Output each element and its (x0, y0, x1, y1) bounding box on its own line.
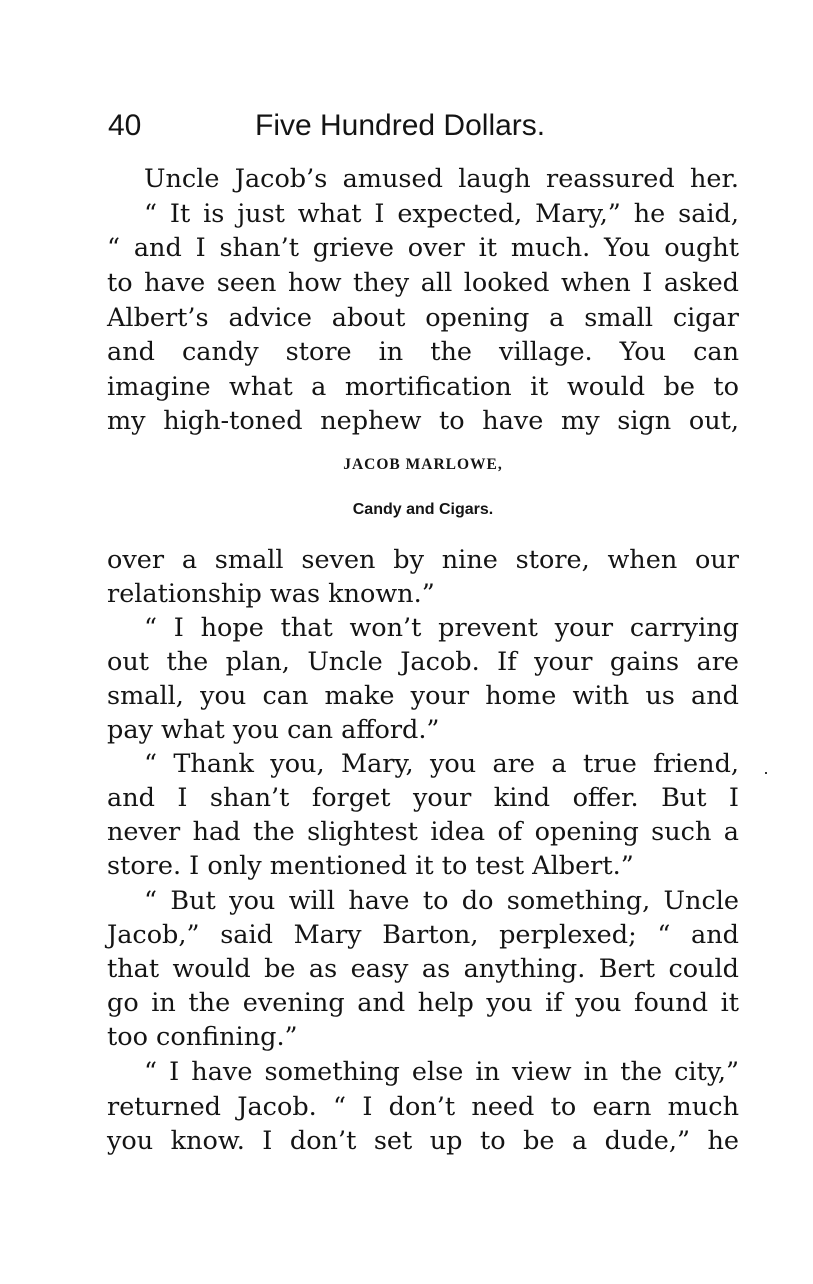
text-line: imagine what a mortification it would be to (107, 372, 739, 402)
text-line: you know. I don’t set up to be a dude,” he (107, 1126, 739, 1156)
sign-name: JACOB MARLOWE, (343, 456, 503, 473)
text-line: that would be as easy as anything. Bert could (107, 954, 739, 984)
text-line: out the plan, Uncle Jacob. If your gains are (107, 647, 739, 677)
text-line: relationship was known.” (107, 579, 435, 609)
text-line: store. I only mentioned it to test Albert.” (107, 851, 634, 881)
text-line: “ Thank you, Mary, you are a true friend, (144, 749, 739, 779)
text-line: Albert’s advice about opening a small cigar (107, 303, 739, 333)
text-line: too confining.” (107, 1022, 298, 1052)
text-line: go in the evening and help you if you found it (107, 988, 739, 1018)
text-line: “ and I shan’t grieve over it much. You ought (107, 233, 739, 263)
text-line: returned Jacob. “ I don’t need to earn much (107, 1092, 739, 1122)
page-header (108, 106, 628, 146)
text-line: “ I have something else in view in the city,” (144, 1057, 739, 1087)
print-speck (765, 772, 767, 774)
running-title: Five Hundred Dollars. (255, 109, 546, 142)
text-line: my high-toned nephew to have my sign out, (107, 406, 739, 436)
text-line: Jacob,” said Mary Barton, perplexed; “ and (107, 920, 739, 950)
text-line: “ It is just what I expected, Mary,” he said, (144, 199, 739, 229)
text-line: “ But you will have to do something, Uncle (144, 886, 739, 916)
text-line: and candy store in the village. You can (107, 337, 739, 367)
text-line: small, you can make your home with us and (107, 681, 739, 711)
text-line: Uncle Jacob’s amused laugh reassured her. (144, 164, 739, 194)
text-line: and I shan’t forget your kind offer. But I (107, 783, 739, 813)
text-line: pay what you can afford.” (107, 715, 440, 745)
sign-subtitle: Candy and Cigars. (352, 501, 494, 518)
text-line: to have seen how they all looked when I asked (107, 268, 739, 298)
text-line: over a small seven by nine store, when our (107, 545, 739, 575)
text-line: never had the slightest idea of opening such a (107, 817, 739, 847)
text-line: “ I hope that won’t prevent your carrying (144, 613, 739, 643)
page-number: 40 (108, 109, 142, 142)
